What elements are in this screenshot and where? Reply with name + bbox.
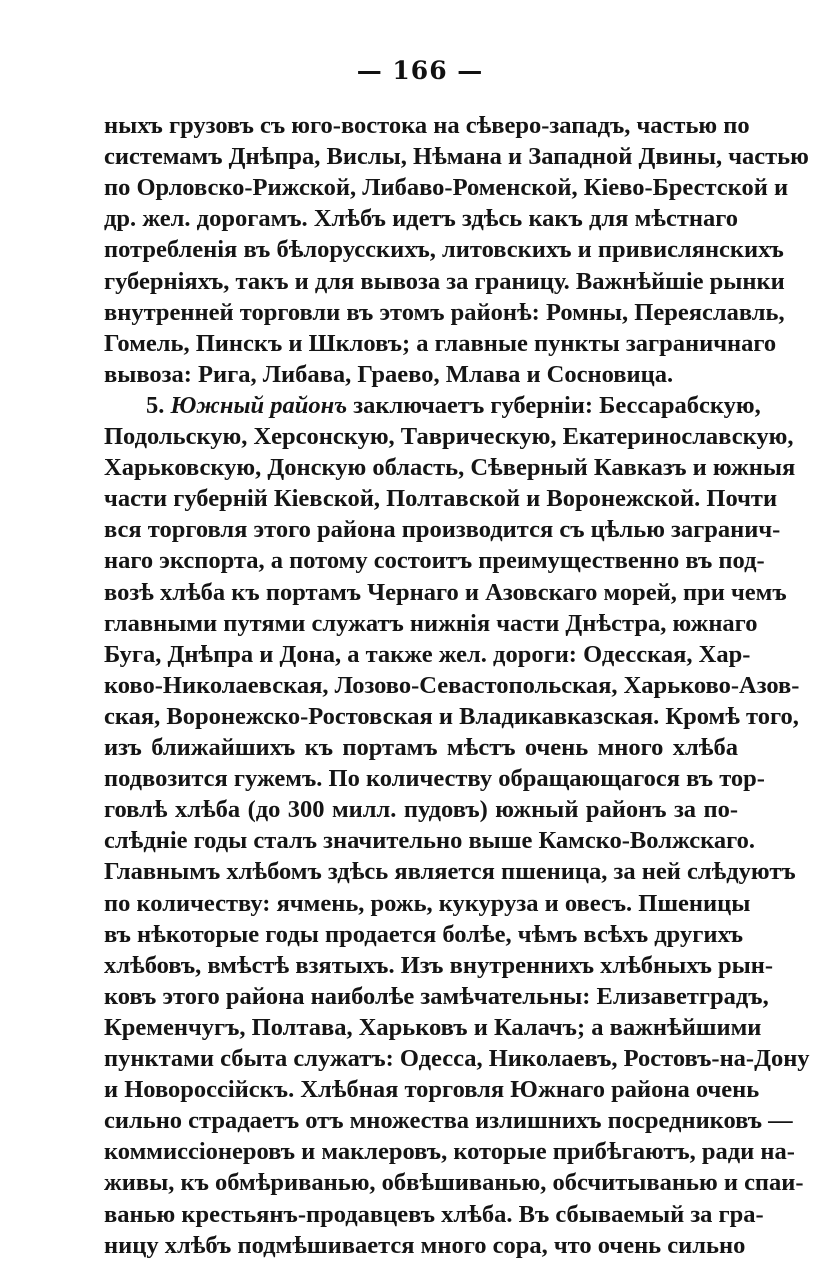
text-line: потребленія въ бѣлорусскихъ, литовскихъ и привислянскихъ (104, 236, 784, 264)
text-line: системамъ Днѣпра, Вислы, Нѣмана и Западной Двины, частью (104, 143, 809, 171)
text-line: Буга, Днѣпра и Дона, а также жел. дороги: Одесская, Хар- (104, 640, 751, 668)
text-line: Кременчугъ, Полтава, Харьковъ и Калачъ; а важнѣйшими (104, 1013, 762, 1041)
text-line: Харьковскую, Донскую область, Сѣверный Кавказъ и южныя (104, 454, 796, 482)
text-line: Гомель, Пинскъ и Шкловъ; а главные пункты заграничнаго (104, 329, 777, 357)
text-line: наго экспорта, а потому состоитъ преимущественно въ под- (104, 547, 765, 575)
text-line: ковъ этого района наиболѣе замѣчательны: Елизаветградъ, (104, 982, 769, 1010)
text-line: слѣдніе годы сталъ значительно выше Камско-Волжскаго. (104, 827, 756, 855)
text-line: говлѣ хлѣба (до 300 милл. пудовъ) южный районъ за по- (104, 796, 738, 824)
text-line: ванью крестьянъ-продавцевъ хлѣба. Въ сбываемый за гра- (104, 1200, 764, 1228)
text-line: ныхъ грузовъ съ юго-востока на сѣверо-западъ, частью по (104, 112, 750, 139)
text-line: живы, къ обмѣриванью, обвѣшиванью, обсчитыванью и спаи- (104, 1169, 804, 1197)
text-line: ково-Николаевская, Лозово-Севастопольская, Харьково-Азов- (104, 671, 800, 699)
text-line: главными путями служатъ нижнія части Днѣстра, южнаго (104, 609, 758, 637)
text-line (146, 390, 761, 422)
page-number: — 166 — (356, 56, 484, 85)
text-line: изъ ближайшихъ къ портамъ мѣстъ очень много хлѣба (104, 734, 738, 761)
text-line: ницу хлѣбъ подмѣшивается много сора, что очень сильно (104, 1231, 746, 1259)
text-line: вся торговля этого района производится съ цѣлью загранич- (104, 516, 781, 544)
paragraph-number: 5. (146, 391, 165, 419)
text-line: по Орловско-Рижской, Либаво-Роменской, Кіево-Брестской и (104, 174, 789, 202)
text-line: вывоза: Рига, Либава, Граево, Млава и Сосновица. (104, 360, 674, 388)
text-line: и Новороссійскъ. Хлѣбная торговля Южнаго района очень (104, 1076, 760, 1104)
text-line: части губерній Кіевской, Полтавской и Воронежской. Почти (104, 485, 778, 513)
text-line: пунктами сбыта служатъ: Одесса, Николаевъ, Ростовъ-на-Дону (104, 1045, 810, 1072)
text-line: ская, Воронежско-Ростовская и Владикавказская. Кромѣ того, (104, 702, 799, 730)
section-heading: Южный районъ (170, 391, 348, 419)
text-line: сильно страдаетъ отъ множества излишнихъ посредниковъ — (104, 1107, 793, 1135)
text-line: Главнымъ хлѣбомъ здѣсь является пшеница, за ней слѣдуютъ (104, 858, 796, 886)
text-line: внутренней торговли въ этомъ районѣ: Ромны, Переяславль, (104, 298, 785, 326)
text-line: губерніяхъ, такъ и для вывоза за границу. Важнѣйшіе рынки (104, 267, 785, 295)
text-line: Подольскую, Херсонскую, Таврическую, Екатеринославскую, (104, 423, 794, 450)
text-line: коммиссіонеровъ и маклеровъ, которые прибѣгаютъ, ради на- (104, 1138, 795, 1166)
text-line: хлѣбовъ, вмѣстѣ взятыхъ. Изъ внутреннихъ хлѣбныхъ рын- (104, 951, 774, 979)
text-line: подвозится гужемъ. По количеству обращающагося въ тор- (104, 765, 765, 793)
text-line: въ нѣкоторые годы продается болѣе, чѣмъ всѣхъ другихъ (104, 920, 744, 948)
text-line: возѣ хлѣба къ портамъ Чернаго и Азовскаго морей, при чемъ (104, 578, 787, 606)
paragraph-text: заключаетъ губерніи: Бессарабскую, (353, 391, 761, 419)
text-line: по количеству: ячмень, рожь, кукуруза и овесъ. Пшеницы (104, 889, 751, 917)
text-line: др. жел. дорогамъ. Хлѣбъ идетъ здѣсь какъ для мѣстнаго (104, 205, 738, 233)
